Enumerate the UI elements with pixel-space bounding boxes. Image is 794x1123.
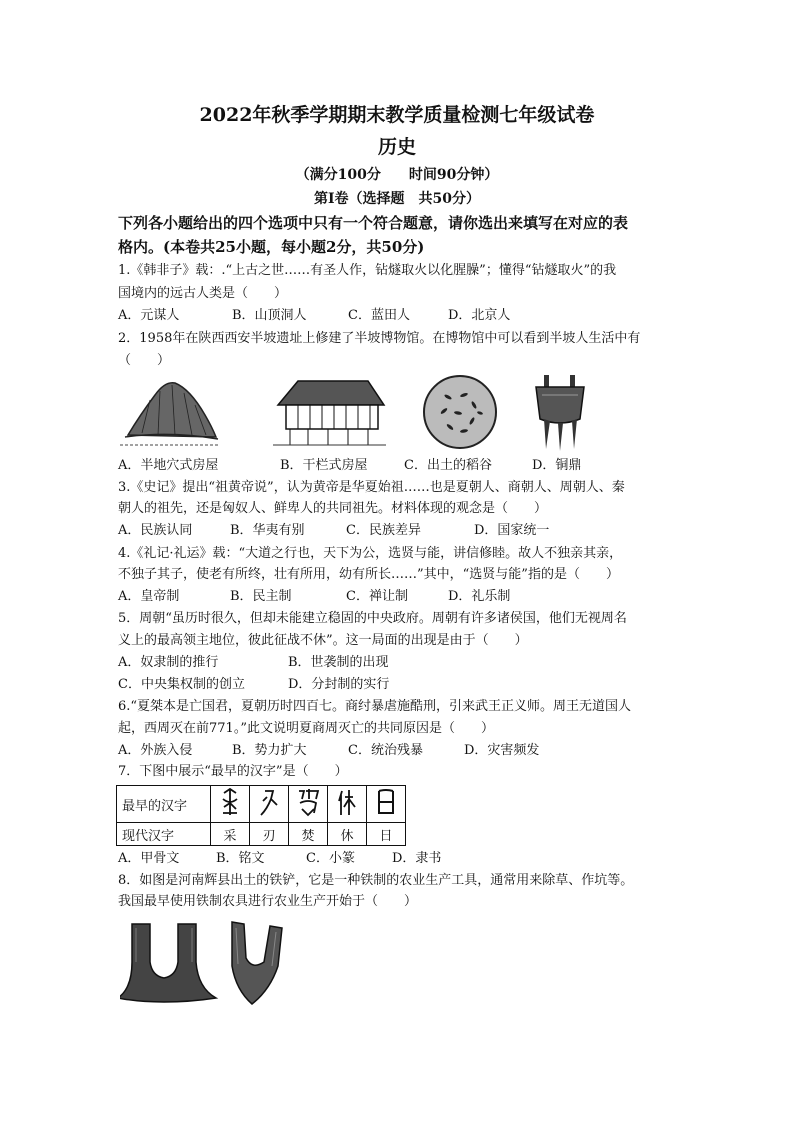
q6-line-1: 6.“夏桀本是亡国君，夏朝历时四百七。商纣暴虐施酷刑，引来武王正义师。周王无道国人 (118, 699, 632, 714)
instructions-line-2: 格内。(本卷共25小题，每小题2分，共50分) (118, 238, 425, 256)
hut-image (120, 375, 220, 450)
q3-options (118, 522, 549, 540)
q3-line-2: 朝人的祖先，还是匈奴人、鲜卑人的共同祖先。材料体现的观念是（ ） (118, 501, 548, 516)
q6-option-c[interactable]: C．统治残暴 (348, 743, 423, 758)
modern-char: 采 (211, 823, 250, 846)
q6-line-2: 起，西周灭在前771。”此文说明夏商周灭亡的共同原因是（ ） (118, 721, 494, 736)
q2-option-a[interactable]: A．半地穴式房屋 (118, 458, 219, 473)
q5-option-d[interactable]: D．分封制的实行 (288, 677, 390, 692)
q4-option-c[interactable]: C．禅让制 (346, 589, 408, 604)
modern-char: 日 (367, 823, 406, 846)
q5-option-a[interactable]: A．奴隶制的推行 (118, 655, 219, 670)
q6-option-d[interactable]: D．灾害频发 (464, 743, 540, 758)
q3-option-c[interactable]: C．民族差异 (346, 523, 421, 538)
q6-option-b[interactable]: B．势力扩大 (232, 743, 307, 758)
oracle-glyph-cai (211, 786, 250, 823)
q5-line-2: 义上的最高领主地位，彼此征战不休”。这一局面的出现是由于（ ） (118, 633, 528, 648)
oracle-glyph-ri (367, 786, 406, 823)
q4-line-2: 不独子其子，使老有所终，壮有所用，幼有所长……”其中，“选贤与能”指的是（ ） (118, 567, 619, 582)
q2-line-1: 2．1958年在陕西西安半坡遗址上修建了半坡博物馆。在博物馆中可以看到半坡人生活中有 (118, 331, 641, 346)
q2-option-c[interactable]: C．出土的稻谷 (404, 458, 492, 473)
q4-option-b[interactable]: B．民主制 (230, 589, 292, 604)
q5-options-row-1 (118, 654, 389, 672)
modern-chars-label: 现代汉字 (117, 823, 211, 846)
section-title: 第Ⅰ卷（选择题 共50分） (313, 191, 481, 207)
subject-title: 历史 (377, 136, 416, 158)
q3-option-b[interactable]: B．华夷有别 (230, 523, 305, 538)
q4-line-1: 4.《礼记·礼运》载：“大道之行也，天下为公，选贤与能，讲信修睦。故人不独亲其亲， (118, 546, 623, 561)
iron-shovel-image (120, 918, 310, 1013)
exam-title: 2022年秋季学期期末教学质量检测七年级试卷 (199, 104, 595, 126)
q5-option-c[interactable]: C．中央集权制的创立 (118, 677, 245, 692)
q6-options (118, 742, 539, 760)
q5-options-row-2 (118, 676, 389, 694)
oracle-glyph-fen (289, 786, 328, 823)
q7-option-a[interactable]: A．甲骨文 (118, 851, 180, 866)
modern-char: 焚 (289, 823, 328, 846)
q4-option-d[interactable]: D．礼乐制 (448, 589, 511, 604)
q2-line-2: （ ） (118, 353, 171, 368)
q1-line-2: 国境内的远古人类是（ ） (118, 286, 288, 301)
q7-option-d[interactable]: D．隶书 (392, 851, 442, 866)
modern-chars-row (117, 823, 406, 846)
instructions-line-1: 下列各小题给出的四个选项中只有一个符合题意，请你选出来填写在对应的表 (118, 214, 629, 232)
q1-option-b[interactable]: B．山顶洞人 (232, 308, 307, 323)
q2-options (118, 457, 581, 475)
earliest-chars-label: 最早的汉字 (117, 786, 211, 823)
bronze-ding-image (530, 373, 590, 453)
q3-option-a[interactable]: A．民族认同 (118, 523, 193, 538)
q3-option-d[interactable]: D．国家统一 (474, 523, 550, 538)
q1-option-a[interactable]: A．元谋人 (118, 308, 180, 323)
exam-meta: （满分100分 时间90分钟） (295, 167, 499, 183)
earliest-chars-row (117, 786, 406, 823)
q7-option-b[interactable]: B．铭文 (216, 851, 265, 866)
q1-option-c[interactable]: C．蓝田人 (348, 308, 410, 323)
character-table (116, 785, 406, 846)
q2-option-b[interactable]: B．干栏式房屋 (280, 458, 368, 473)
modern-char: 休 (328, 823, 367, 846)
q4-option-a[interactable]: A．皇帝制 (118, 589, 180, 604)
q1-line-1: 1.《韩非子》载：.“上古之世……有圣人作，钻燧取火以化腥臊”；懂得“钻燧取火”的我 (118, 263, 617, 278)
q8-line-1: 8．如图是河南辉县出土的铁铲，它是一种铁制的农业生产工具，通常用来除草、作坑等。 (118, 873, 634, 888)
oracle-glyph-ren (250, 786, 289, 823)
q7-options (118, 850, 441, 868)
rice-grains-image (420, 373, 500, 451)
q5-option-b[interactable]: B．世袭制的出现 (288, 655, 389, 670)
q4-options (118, 588, 510, 606)
q3-line-1: 3.《史记》提出“祖黄帝说”，认为黄帝是华夏始祖……也是夏朝人、商朝人、周朝人、秦 (118, 480, 625, 495)
stilt-house-image (268, 375, 388, 450)
q2-option-d[interactable]: D．铜鼎 (532, 458, 582, 473)
modern-char: 刃 (250, 823, 289, 846)
q1-option-d[interactable]: D．北京人 (448, 308, 511, 323)
q5-line-1: 5．周朝“虽历时很久，但却未能建立稳固的中央政府。周朝有许多诸侯国，他们无视周名 (118, 611, 627, 626)
q6-option-a[interactable]: A．外族入侵 (118, 743, 193, 758)
oracle-glyph-xiu (328, 786, 367, 823)
q8-line-2: 我国最早使用铁制农具进行农业生产开始于（ ） (118, 894, 418, 909)
q7-option-c[interactable]: C．小篆 (306, 851, 355, 866)
q7-line-1: 7．下图中展示“最早的汉字”是（ ） (118, 764, 348, 779)
q1-options (118, 307, 510, 325)
